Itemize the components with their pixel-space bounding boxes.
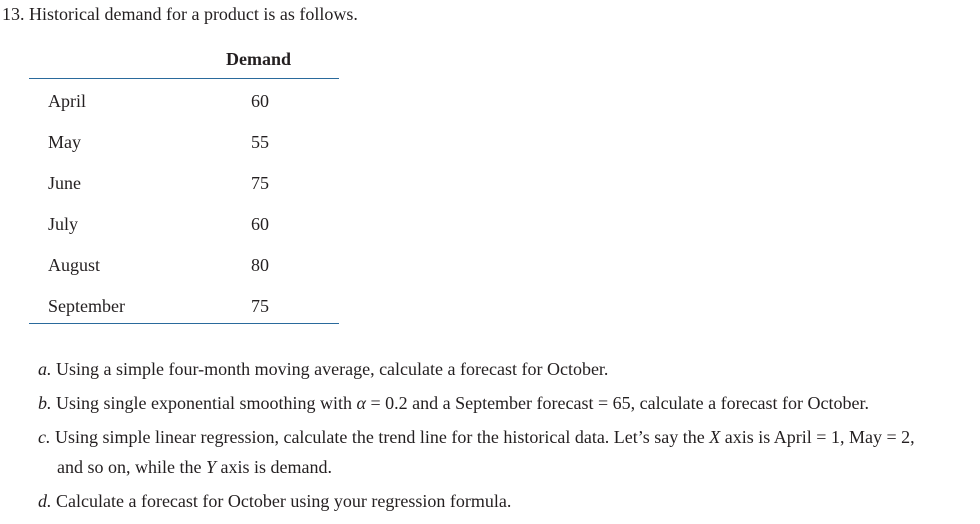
part-c-text-2: axis is April = 1, May = 2, [720, 427, 915, 447]
table-row [29, 213, 339, 254]
month-cell: June [48, 173, 81, 193]
table-row [29, 131, 339, 172]
part-b-text-1: Using single exponential smoothing with [56, 393, 357, 413]
part-a-letter: a. [38, 359, 52, 379]
table-row [29, 254, 339, 295]
demand-cell: 60 [251, 91, 269, 111]
part-c-text-3: and so on, while the [57, 457, 206, 477]
part-d-text: Calculate a forecast for October using your regression formula. [56, 491, 512, 511]
month-cell: August [48, 255, 101, 275]
part-a-text: Using a simple four-month moving average, calculate a forecast for October. [56, 359, 609, 379]
part-c-text-1: Using simple linear regression, calculate the trend line for the historical data. Let’s say the [55, 427, 710, 447]
month-cell: September [48, 296, 125, 316]
demand-table [29, 48, 339, 324]
x-variable: X [709, 427, 721, 447]
alpha-symbol: α [356, 393, 366, 413]
month-cell: July [48, 214, 79, 234]
demand-cell: 55 [251, 132, 269, 152]
demand-cell: 80 [251, 255, 269, 275]
month-cell: April [48, 91, 86, 111]
part-d-letter: d. [38, 491, 52, 511]
part-b-letter: b. [38, 393, 52, 413]
part-c [38, 426, 978, 478]
part-c-text-4: axis is demand. [216, 457, 332, 477]
table-row [29, 295, 339, 317]
part-c-letter: c. [38, 427, 51, 447]
table-body [29, 79, 339, 324]
part-b [38, 392, 978, 414]
y-variable: Y [205, 457, 216, 477]
table-header [29, 48, 339, 79]
problem-title: 13. Historical demand for a product is as follows. [2, 4, 358, 24]
part-d [38, 490, 978, 512]
table-row [29, 172, 339, 213]
part-b-text-2: = 0.2 and a September forecast = 65, calculate a forecast for October. [365, 393, 870, 413]
month-cell: May [48, 132, 81, 152]
demand-cell: 60 [251, 214, 269, 234]
demand-cell: 75 [251, 173, 269, 193]
table-row [29, 90, 339, 131]
problem-parts [38, 358, 978, 524]
demand-column-header: Demand [226, 49, 292, 69]
demand-cell: 75 [251, 296, 269, 316]
part-c-continuation [38, 456, 978, 478]
part-a [38, 358, 978, 380]
